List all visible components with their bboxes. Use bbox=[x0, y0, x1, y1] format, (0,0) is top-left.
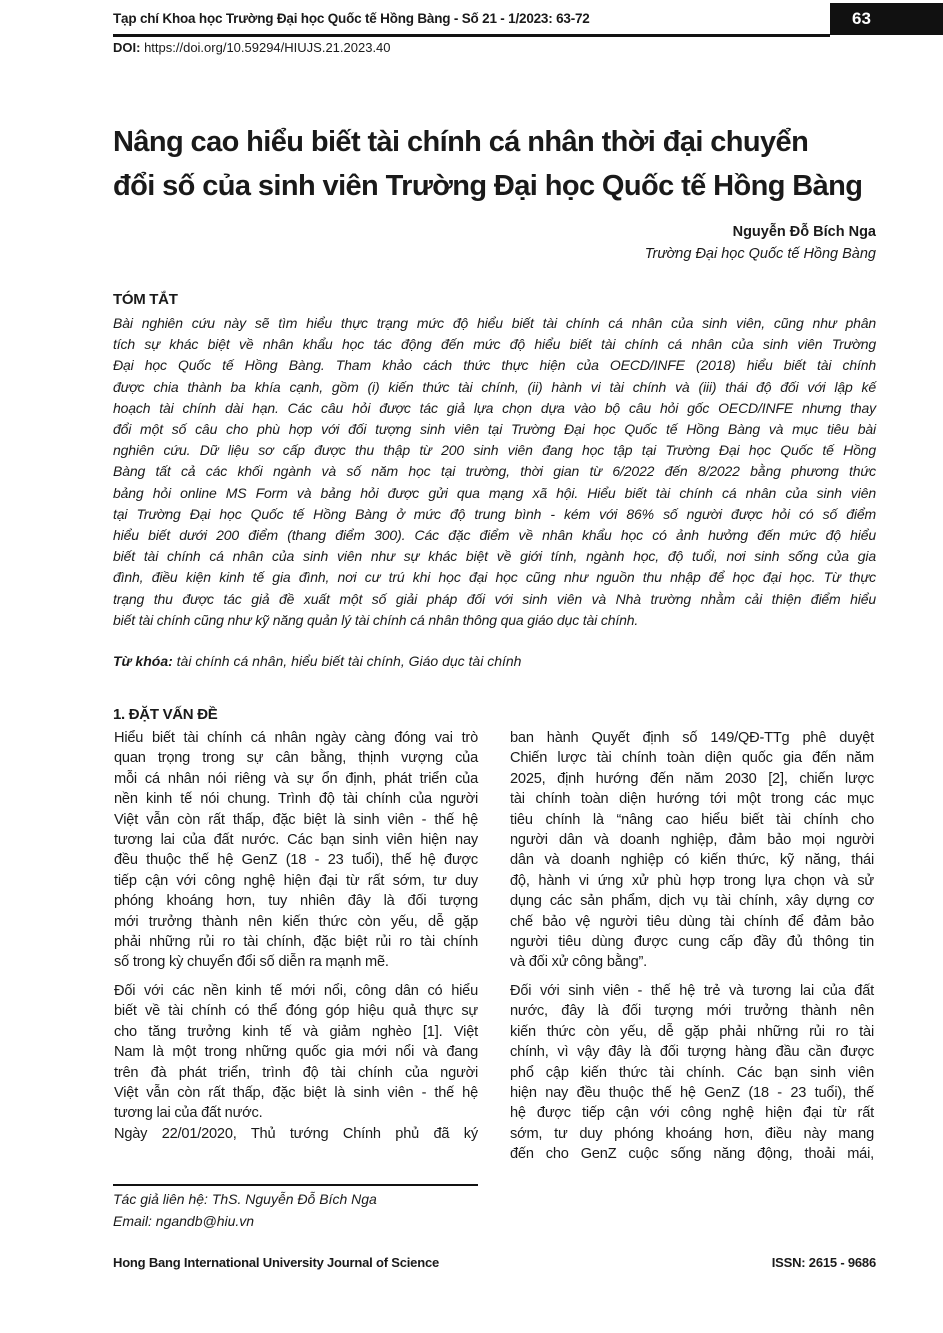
text-line: nghiên cứu. Dữ liệu sơ cấp được thu thập từ 200 sinh viên đang học tập tại Trường Đại học Quốc tế Hồng bbox=[113, 442, 876, 459]
text-line: tương lai của đất nước. Các bạn sinh viên hiện nay bbox=[114, 832, 478, 849]
text-line: phóng khoáng hơn, tuy nhiên đây là đối tượng bbox=[114, 893, 478, 910]
text-line: Chiến lược tài chính toàn diện quốc gia đến năm bbox=[510, 750, 874, 767]
text-line: kiến thức còn yếu, dễ gặp phải những rủi ro tài bbox=[510, 1023, 874, 1040]
text-line: số trong kỳ chuyển đổi số diễn ra mạnh mẽ. bbox=[114, 954, 389, 971]
text-line: độ, hành vi ứng xử phù hợp trong lựa chọn và sử bbox=[510, 872, 874, 889]
text-line: Đối với sinh viên - thế hệ trẻ và tương lai của đất bbox=[510, 982, 874, 999]
text-line: hoạch tài chính dài hạn. Các câu hỏi được tác giả lựa chọn dựa vào bộ câu hỏi gốc OECD/INFE nhưng thay bbox=[113, 399, 876, 416]
text-line: mới trưởng thành nên kiến thức còn yếu, dễ gặp bbox=[114, 913, 478, 930]
text-line: bảng hỏi online MS Form và bảng hỏi được gửi qua mạng xã hội. Hiểu biết tài chính cá nhân của sinh viên bbox=[113, 484, 876, 501]
header-rule bbox=[113, 34, 830, 37]
author-affiliation: Trường Đại học Quốc tế Hồng Bàng bbox=[644, 246, 876, 262]
text-line: tương lai của đất nước. bbox=[114, 1105, 263, 1122]
text-line: đến cho GenZ cuộc sống năng động, thoải mái, bbox=[510, 1146, 874, 1163]
keywords bbox=[113, 653, 521, 669]
text-line: người dân và doanh nghiệp, đảm bảo mọi người bbox=[510, 832, 874, 849]
text-line: tiếp cận với công nghệ hiện đại từ rất sớm, tư duy bbox=[114, 872, 478, 889]
text-line: tại Trường Đại học Quốc tế Hồng Bàng ở mức độ trung bình - kém với 86% số người được hỏi có số điểm bbox=[113, 505, 876, 522]
paper-title bbox=[113, 120, 878, 208]
abstract-heading: TÓM TẮT bbox=[113, 291, 178, 308]
abstract-body bbox=[113, 313, 876, 631]
text-line: nền kinh tế nói chung. Trình độ tài chính của người bbox=[114, 791, 478, 808]
text-line: hiện nay đều thuộc thế hệ GenZ (18 - 23 tuổi), thế bbox=[510, 1084, 874, 1101]
text-line: tích sự khác biệt về nhân khẩu học tác động đến mức độ hiểu biết tài chính cá nhân của sinh viên Trường bbox=[113, 336, 876, 353]
text-line: hệ được tiếp cận với công nghệ hiện đại từ rất bbox=[510, 1105, 874, 1122]
text-line: Việt vẫn còn rất thấp, đặc biệt là sinh viên - thế hệ bbox=[114, 811, 478, 828]
right-column bbox=[510, 728, 874, 1165]
doi bbox=[113, 40, 391, 55]
page-number: 63 bbox=[830, 3, 943, 35]
text-line: đình, điều kiện kinh tế gia đình, nơi cư trú khi học đại học cũng như nguồn thu nhập để học đại học. Từ thực bbox=[113, 569, 876, 586]
text-line: tài chính toàn diện hướng tới một trong các mục bbox=[510, 791, 874, 808]
paragraph-gap bbox=[510, 973, 874, 981]
text-line: người tiêu dùng được cung cấp đầy đủ thông tin bbox=[510, 934, 874, 951]
text-line: Hiểu biết tài chính cá nhân ngày càng đóng vai trò bbox=[114, 730, 478, 746]
text-line: chính, vì vậy đây là đối tượng hàng đầu cần được bbox=[510, 1044, 874, 1061]
text-line: 2025, định hướng đến năm 2030 [2], chiến lược bbox=[510, 770, 874, 787]
section-heading: 1. ĐẶT VẤN ĐỀ bbox=[113, 706, 218, 723]
text-line: Nam là một trong những quốc gia mới nổi và đang bbox=[114, 1044, 478, 1061]
text-line: tiêu chính là “nâng cao hiểu biết tài chính cho bbox=[510, 811, 874, 828]
footer-journal: Hong Bang International University Journal of Science bbox=[113, 1255, 440, 1270]
footnote-rule bbox=[113, 1184, 478, 1186]
keywords-label: Từ khóa: bbox=[113, 653, 173, 669]
title-line: Nâng cao hiểu biết tài chính cá nhân thời đại chuyển bbox=[113, 126, 809, 158]
text-line: Bài nghiên cứu này sẽ tìm hiểu thực trạng mức độ hiểu biết tài chính cá nhân của sinh viên, cũng như phân bbox=[113, 315, 876, 331]
footnote-email: Email: ngandb@hiu.vn bbox=[113, 1213, 255, 1229]
text-line: quan trọng trong sự cân bằng, thịnh vượng của bbox=[114, 750, 478, 767]
text-line: hiểu biết dưới 200 điểm (thang điểm 300). Các đặc điểm về nhân khẩu học có ảnh hưởng đến mức độ hiểu bbox=[113, 527, 876, 544]
text-line: Đại học Quốc tế Hồng Bàng. Tham khảo cách thức thực hiện của OECD/INFE (2018) hiểu biết tài chính bbox=[113, 357, 876, 374]
text-line: cho tăng trưởng kinh tế và giảm nghèo [1]. Việt bbox=[114, 1023, 478, 1040]
text-line: được chia thành ba khía cạnh, gồm (i) kiến thức tài chính, (ii) hành vi tài chính và (iii) thái độ đối với lập kế bbox=[113, 378, 876, 395]
text-line: biết về tài chính có thể đóng góp hiệu quả thực sự bbox=[114, 1003, 478, 1020]
text-line: dân và doanh nghiệp có kiến thức, kỹ năng, thái bbox=[510, 852, 874, 869]
text-line: dụng các sản phẩm, dịch vụ tài chính, xây dựng cơ bbox=[510, 893, 874, 910]
text-line: trên đà phát triển, trình độ tài chính của người bbox=[114, 1064, 478, 1081]
footnote-contact: Tác giả liên hệ: ThS. Nguyễn Đỗ Bích Nga bbox=[113, 1191, 377, 1207]
text-line: biết tài chính cũng như kỹ năng quản lý tài chính cá nhân thông qua giáo dục tài chính. bbox=[113, 611, 639, 628]
text-line: mỗi cá nhân nói riêng và sự ổn định, phát triển của bbox=[114, 770, 478, 787]
text-line: chế bảo vệ người tiêu dùng tài chính để đảm bảo bbox=[510, 913, 874, 930]
left-column bbox=[114, 728, 478, 1144]
text-line: Bàng tất cả các khối ngành và số năm học tại trường, thời gian từ 6/2022 đến 8/2022 bằng phương thức bbox=[113, 463, 876, 480]
text-line: Đối với các nền kinh tế mới nổi, công dân có hiểu bbox=[114, 982, 478, 999]
author-name: Nguyễn Đỗ Bích Nga bbox=[732, 224, 876, 240]
text-line: biết tài chính cá nhân của sinh viên như sự khác biệt về giới tính, ngành học, độ tuổi, nơi sinh sống của gia bbox=[113, 548, 876, 565]
text-line: đổi một số câu cho phù hợp với đối tượng sinh viên tại Trường Đại học Quốc tế Hồng Bàng và mục tiêu bài bbox=[113, 421, 876, 438]
journal-header: Tạp chí Khoa học Trường Đại học Quốc tế Hồng Bàng - Số 21 - 1/2023: 63-72 bbox=[113, 11, 590, 26]
footer-issn: ISSN: 2615 - 9686 bbox=[771, 1255, 876, 1270]
text-line: và đối xử công bằng”. bbox=[510, 954, 647, 971]
title-line: đổi số của sinh viên Trường Đại học Quốc tế Hồng Bàng bbox=[113, 170, 863, 202]
keywords-text: tài chính cá nhân, hiểu biết tài chính, Giáo dục tài chính bbox=[172, 653, 522, 669]
text-line: Ngày 22/01/2020, Thủ tướng Chính phủ đã ký bbox=[114, 1125, 478, 1142]
paragraph-gap bbox=[114, 973, 478, 981]
text-line: Việt vẫn còn rất thấp, đặc biệt là sinh viên - thế hệ bbox=[114, 1084, 478, 1101]
text-line: đều thuộc thế hệ GenZ (18 - 23 tuổi), thế hệ được bbox=[114, 852, 478, 869]
doi-link[interactable]: https://doi.org/10.59294/HIUJS.21.2023.40 bbox=[140, 40, 391, 55]
doi-label: DOI: bbox=[113, 40, 141, 55]
text-line: phổ cập kiến thức tài chính. Các bạn sinh viên bbox=[510, 1064, 874, 1081]
text-line: phải những rủi ro tài chính, đặc biệt rủi ro tài chính bbox=[114, 934, 478, 951]
text-line: sớm, tư duy phóng khoáng hơn, điều này mang bbox=[510, 1125, 874, 1142]
text-line: trạng thu được tác giả đề xuất một số giải pháp đối với sinh viên và Nhà trường nhằm cải thiện điểm hiểu bbox=[113, 590, 876, 607]
text-line: nước, đây là đối tượng mới trưởng thành nên bbox=[510, 1003, 874, 1020]
text-line: ban hành Quyết định số 149/QĐ-TTg phê duyệt bbox=[510, 730, 874, 746]
